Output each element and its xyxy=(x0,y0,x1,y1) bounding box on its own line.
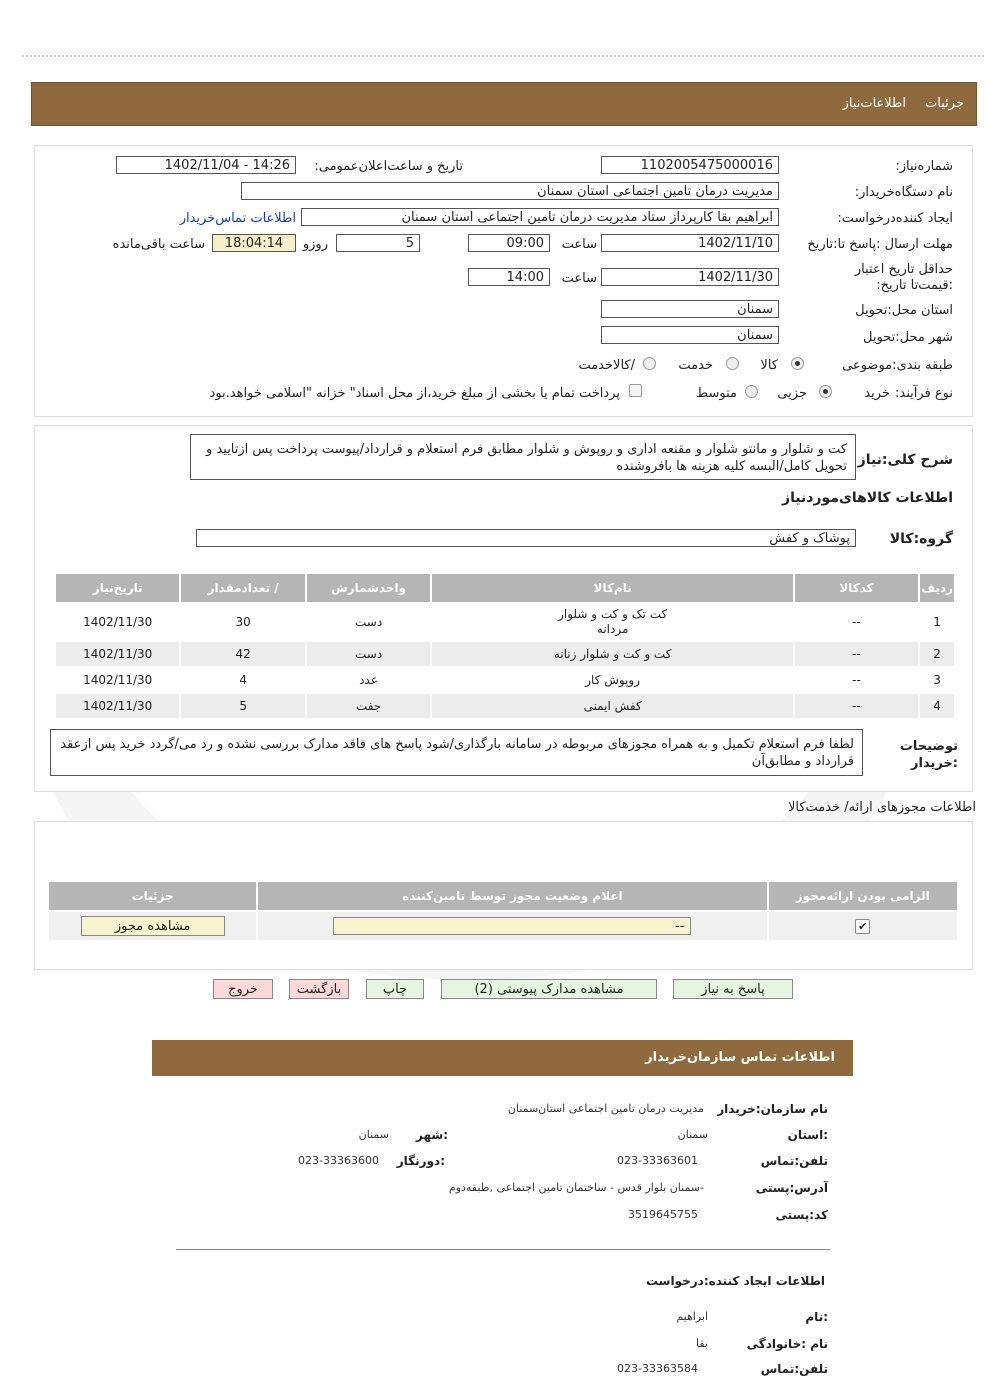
cell-qty: 4 xyxy=(181,668,304,692)
goods-info-heading: اطلاعات کالاهای‌موردنیاز xyxy=(782,490,953,506)
address-value: -سمنان بلوار قدس - ساختمان تامین اجتماعی ,طبقه‌دوم xyxy=(448,1181,704,1194)
creator-phone-label: تلفن:تماس xyxy=(760,1362,828,1376)
cell-name xyxy=(432,604,793,640)
goods-table xyxy=(54,572,956,720)
print-button[interactable]: چاپ xyxy=(366,979,424,999)
col-license-status: اعلام وضعیت مجوز توسط تامین‌کننده xyxy=(258,882,766,910)
need-number-label: شماره‌نیاز: xyxy=(895,159,953,174)
requester-field: ابراهیم بقا کارپرداز ستاد مدیریت درمان تامین اجتماعی استان سمنان xyxy=(301,208,779,226)
buyer-contact-title: اطلاعات تماس سازمان‌خریدار xyxy=(645,1050,835,1065)
cell-qty: 30 xyxy=(181,604,304,640)
cell-code: -- xyxy=(795,668,918,692)
exit-button[interactable]: خروج xyxy=(213,979,273,999)
col-license-required: الزامی بودن ارائه‌مجوز xyxy=(769,882,957,910)
category-goods-label: کالا xyxy=(760,358,778,373)
city-contact-label: :شهر xyxy=(416,1128,448,1142)
creator-name-label: :نام xyxy=(805,1310,828,1324)
buyer-org-field: مدیریت درمان تامین اجتماعی استان سمنان xyxy=(241,182,779,200)
category-service-label: خدمت xyxy=(678,358,713,373)
cell-unit: دست xyxy=(307,642,430,666)
treasury-payment-label: پرداخت تمام یا بخشی از مبلغ خرید،از محل اسناد" خزانه "اسلامی خواهد.بود xyxy=(209,386,620,401)
col-row: ردیف xyxy=(920,574,954,602)
tab-details[interactable]: جزئیات xyxy=(925,96,964,111)
remaining-label: ساعت باقی‌مانده xyxy=(112,237,205,252)
phone-label: تلفن:تماس xyxy=(760,1154,828,1168)
cell-date: 1402/11/30 xyxy=(56,604,179,640)
top-divider xyxy=(22,55,984,57)
fax-label: :دورنگار xyxy=(396,1154,445,1168)
cell-name-text: کت تک و کت و شلوار مردانه xyxy=(558,607,668,636)
buyer-contact-link[interactable]: اطلاعات تماس‌خریدار xyxy=(179,211,296,226)
days-field: 5 xyxy=(336,234,420,252)
postal-label: کد:پستی xyxy=(775,1208,828,1222)
process-partial-radio[interactable] xyxy=(819,385,832,398)
cell-unit: جفت xyxy=(307,694,430,718)
requester-label: ایجاد کننده‌درخواست: xyxy=(837,211,953,226)
goods-group-label: گروه:کالا xyxy=(889,531,953,547)
license-required-cell xyxy=(769,912,957,940)
cell-row: 3 xyxy=(920,668,954,692)
reply-button[interactable]: پاسخ به نیاز xyxy=(673,979,793,999)
province-contact-label: :استان xyxy=(787,1128,828,1142)
licenses-title: اطلاعات مجوزهای ارائه/ خدمت‌کالا xyxy=(787,800,976,815)
category-goods-service-label: /کالاخدمت xyxy=(578,358,635,373)
need-number-field: 1102005475000016 xyxy=(601,156,779,174)
city-field: سمنان xyxy=(601,326,779,344)
reply-time-field: 09:00 xyxy=(468,234,550,252)
cell-code: -- xyxy=(795,642,918,666)
address-label: آدرس:پستی xyxy=(755,1181,828,1195)
announce-label: تاریخ و ساعت‌اعلان‌عمومی: xyxy=(314,159,463,174)
postal-value: 3519645755 xyxy=(628,1208,698,1221)
licenses-table xyxy=(47,880,959,942)
col-code: کدکالا xyxy=(795,574,918,602)
col-license-details: جزئیات xyxy=(49,882,256,910)
buyer-org-label: نام دستگاه‌خریدار: xyxy=(854,185,953,200)
buyer-notes-text: لطفا فرم استعلام تکمیل و به همراه مجوزهای مربوطه در سامانه بارگذاری/شود پاسخ های فاقد مدارک بررسی نشده و رد می/گردد خرید پس ازعقد قرارداد و مطابق‌آن xyxy=(50,729,863,776)
cell-row: 4 xyxy=(920,694,954,718)
license-details-cell xyxy=(49,912,256,940)
buyer-contact-header xyxy=(152,1040,853,1076)
creator-name-value: ابراهیم xyxy=(676,1310,708,1323)
process-partial-label: جزیی xyxy=(777,386,807,401)
view-license-button[interactable]: مشاهده مجوز xyxy=(81,916,225,936)
cell-code: -- xyxy=(795,694,918,718)
description-text: کت و شلوار و مانتو شلوار و مقنعه اداری و روپوش و شلوار مطابق فرم استعلام و قرارداد/پیوست پرداخت پس ازتایید و تحویل کامل/البسه کلیه هزینه ها بافروشنده xyxy=(190,434,856,480)
validity-time-field: 14:00 xyxy=(468,268,550,286)
cell-unit: دست xyxy=(307,604,430,640)
table-row xyxy=(56,668,954,692)
process-buy-label: خرید xyxy=(864,386,890,401)
col-name: نام‌کالا xyxy=(432,574,793,602)
creator-family-value: بقا xyxy=(696,1337,708,1350)
category-goods-radio[interactable] xyxy=(791,357,804,370)
process-label: نوع فرآیند: xyxy=(895,386,953,401)
tab-need-info[interactable]: اطلاعات‌نیاز xyxy=(842,96,906,111)
cell-name: کفش ایمنی xyxy=(432,694,793,718)
cell-date: 1402/11/30 xyxy=(56,668,179,692)
validity-time-label: ساعت xyxy=(561,271,597,286)
province-contact-value: سمنان xyxy=(677,1128,708,1141)
province-label: استان محل:تحویل xyxy=(855,303,953,318)
cell-date: 1402/11/30 xyxy=(56,694,179,718)
buyer-notes-label: توضیحات :خریدار xyxy=(899,739,958,771)
cell-qty: 42 xyxy=(181,642,304,666)
category-service-radio[interactable] xyxy=(726,357,739,370)
reply-date-field: 1402/11/10 xyxy=(601,234,779,252)
details-header-bar xyxy=(31,82,977,126)
view-attachments-button[interactable]: مشاهده مدارک پیوستی (2) xyxy=(441,979,657,999)
cell-code: -- xyxy=(795,604,918,640)
table-row xyxy=(56,694,954,718)
table-row xyxy=(56,604,954,640)
cell-qty: 5 xyxy=(181,694,304,718)
creator-title: اطلاعات ایجاد کننده:درخواست xyxy=(645,1274,825,1288)
process-medium-radio[interactable] xyxy=(745,385,758,398)
remaining-time-field: 18:04:14 xyxy=(212,234,296,252)
back-button[interactable]: بازگشت xyxy=(289,979,349,999)
license-status-field: -- xyxy=(333,917,691,935)
category-goods-service-radio[interactable] xyxy=(643,357,656,370)
cell-row: 1 xyxy=(920,604,954,640)
license-required-checkbox[interactable]: ✔ xyxy=(855,919,870,934)
contact-divider xyxy=(176,1249,830,1250)
cell-row: 2 xyxy=(920,642,954,666)
col-date: تاریخ‌نیاز xyxy=(56,574,179,602)
creator-phone-value: 023-33363584 xyxy=(617,1362,698,1375)
goods-group-field: پوشاک و کفش xyxy=(196,529,856,547)
col-qty: / تعدادمقدار xyxy=(181,574,304,602)
table-row xyxy=(56,642,954,666)
reply-time-label: ساعت xyxy=(561,237,597,252)
validity-date-field: 1402/11/30 xyxy=(601,268,779,286)
license-status-cell xyxy=(258,912,766,940)
city-label: شهر محل:تحویل xyxy=(863,330,953,345)
creator-family-label: نام :خانوادگی xyxy=(746,1337,828,1351)
table-row xyxy=(49,912,957,940)
org-value: مدیریت درمان تامین اجتماعی استان‌سمنان xyxy=(507,1102,704,1115)
cell-name: کت و کت و شلوار زنانه xyxy=(432,642,793,666)
process-medium-label: متوسط xyxy=(696,386,737,401)
validity-label: حداقل تاریخ اعتبار :قیمت‌تا تاریخ: xyxy=(854,262,953,293)
org-label: نام سازمان:خریدار xyxy=(717,1102,828,1116)
city-contact-value: سمنان xyxy=(358,1128,389,1141)
fax-value: 023-33363600 xyxy=(298,1154,379,1167)
cell-unit: عدد xyxy=(307,668,430,692)
days-label: روزو xyxy=(302,237,328,252)
province-field: سمنان xyxy=(601,300,779,318)
description-label: شرح کلی:نیاز xyxy=(857,452,953,468)
col-unit: واحدشمارش xyxy=(307,574,430,602)
cell-name: روپوش کار xyxy=(432,668,793,692)
treasury-payment-checkbox[interactable] xyxy=(629,384,642,397)
category-label: طبقه بندی:موضوعی xyxy=(842,358,953,373)
cell-date: 1402/11/30 xyxy=(56,642,179,666)
announce-field: 1402/11/04 - 14:26 xyxy=(116,156,296,174)
reply-deadline-label: مهلت ارسال :پاسخ تا:تاریخ xyxy=(807,237,953,252)
phone-value: 023-33363601 xyxy=(617,1154,698,1167)
